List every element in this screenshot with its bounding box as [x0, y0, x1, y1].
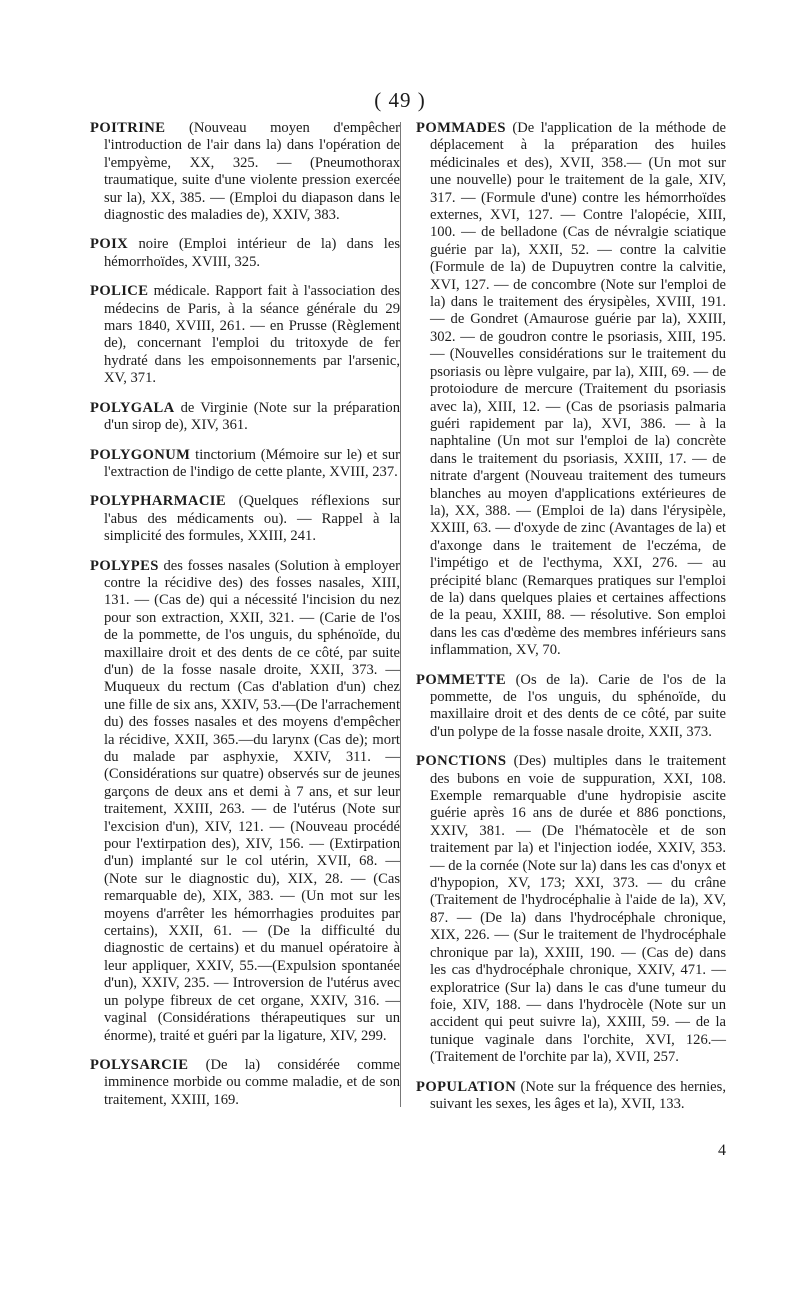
entry-text: (Nouveau moyen d'empêcher l'introduction de l'air dans la) dans l'opération de l'empyème, XX, 325. — (Pneumothorax traumatique, suite d'une violente pression exercée sur la), XX, 385. — (Emploi du diapason dans le diagnostic des maladies de), XXIV, 383.	[104, 120, 400, 224]
index-entry-pommades	[416, 120, 726, 660]
left-column	[90, 120, 400, 1121]
entry-heading: POLYSARCIE	[90, 1056, 189, 1073]
entry-heading: POITRINE	[90, 120, 166, 136]
entry-heading: POIX	[90, 236, 129, 253]
page-number: ( 49 )	[374, 88, 426, 112]
entry-heading: POMMADES	[416, 120, 506, 136]
signature-mark: 4	[718, 1142, 726, 1159]
index-entry-polygonum	[90, 447, 400, 482]
entry-heading: POPULATION	[416, 1078, 517, 1095]
entry-text: (De la) considérée comme imminence morbide ou comme maladie, et de son traitement, XXIII, 169.	[104, 1056, 401, 1108]
index-entry-poix	[90, 236, 400, 271]
index-entry-ponctions	[416, 753, 726, 1066]
entry-text: (Quelques réflexions sur l'abus des médicaments ou). — Rappel à la simplicité des formules, XXIII, 241.	[104, 493, 400, 545]
index-entry-polypharmacie	[90, 493, 400, 545]
entry-heading: PONCTIONS	[416, 753, 507, 770]
index-entry-polysarcie	[90, 1057, 400, 1109]
entry-text: (Note sur la fréquence des hernies, suivant les sexes, les âges et la), XVII, 133.	[430, 1078, 726, 1112]
entry-text: (De l'application de la méthode de déplacement à la préparation des huiles médicinales et des), XVII, 358.— (Un mot sur une nouvelle) pour le traitement de la gale, XIV, 317. — (Formule d'une) contre les hémorrhoïdes externes, XVI, 127. — Contre l'alopécie, XIII, 100. — de belladone (Cas de névralgie sciatique guérie par la), XXII, 52. — contre la calvitie (Formule de la) de Dupuytren contre la calvitie, XVI, 127. — de concombre (Note sur l'emploi de la) dans le traitement des érysipèles, XVIII, 191. — de Gondret (Amaurose guérie par la), XXIII, 302. — de goudron contre le psoriasis, XIII, 195. — (Nouvelles considérations sur le traitement du psoriasis ou lèpre vulgaire, par la), XIII, 69. — de protoiodure de mercure (Traitement du psoriasis avec la), XIII, 12. — (Cas de psoriasis palmaria guéri rapidement par la), XVI, 386. — à la naphtaline (Un mot sur l'emploi de la) concrète dans le traitement du psoriasis, XXIII, 17. — de nitrate d'argent (Nouveau traitement des tumeurs blanches au moyen d'applications extérieures de la), XX, 388. — (Emploi de la) dans l'érysipèle, XXIII, 63. — d'oxyde de zinc (Avantages de la) et d'axonge dans le traitement de l'eczéma, de l'impétigo et de l'ecthyma, XXI, 276. — au précipité blanc (Remarques pratiques sur l'emploi de la) dans quelques plaies et certaines affections de la peau, XXIII, 88. — résolutive. Son emploi dans les cas d'œdème des membres inférieurs sans inflammation, XV, 70.	[430, 120, 726, 659]
entry-text: des fosses nasales (Solution à employer contre la récidive des) des fosses nasales, XIII, 131. — (Cas de) qui a nécessité l'incision du nez pour son extraction, XXII, 321. — (Carie de l'os de la pommette, de l'os unguis, du sphénoïde, du maxillaire droit et des dents de ce côté, par suite d'un) de la fosse nasale droite, XXII, 373. — Muqueux du rectum (Cas d'ablation d'un) chez une fille de six ans, XXIV, 53.—(De l'arrachement du) des fosses nasales et des moyens d'empêcher la récidive, XXII, 365.—du larynx (Cas de); mort du malade par asphyxie, XXIV, 311. — (Considérations sur quatre) observés sur de jeunes garçons de deux ans et demi à 7 ans, et sur leur traitement, XXIII, 263. — de l'utérus (Note sur l'excision d'un), XIV, 121. — (Nouveau procédé pour l'extirpation des), XIV, 156. — (Extirpation d'un) implanté sur le col utérin, XVII, 68. — (Note sur le diagnostic du), XIX, 28. — (Cas remarquable de), XIX, 383. — (Un mot sur les moyens d'arrêter les hémorrhagies produites par certains), XXII, 61. — (De la difficulté du diagnostic de certains) et du manuel opératoire à leur appliquer, XXIV, 55.—(Expulsion spontanée d'un), XXIV, 235. — Introversion de l'utérus avec un polype fibreux de cet organe, XXIV, 316. — vaginal (Considérations thérapeutiques sur un énorme), traité et guéri par la ligature, XIV, 299.	[104, 557, 400, 1044]
index-entry-polypes	[90, 558, 400, 1045]
entry-heading: POLICE	[90, 283, 149, 300]
entry-text: (Des) multiples dans le traitement des bubons en voie de suppuration, XXI, 108. Exemple remarquable d'une hydropisie ascite guérie après 16 ans de durée et 886 ponctions, XXIV, 381. — (De l'hématocèle et de son traitement par la) et l'injection iodée, XXIV, 353.— de la cornée (Note sur la) dans les cas d'onyx et d'hypopion, XV, 173; XXI, 373. — du crâne (Traitement de l'hydrocéphalie à l'aide de la), XV, 87. — (De la) dans l'hydrocéphale chronique, XIX, 226. — (Sur le traitement de l'hydrocéphale chronique par la), XXIII, 190. — (Cas de) dans les cas d'hydrocéphale chronique, XXIV, 471. — exploratrice (Sur la) dans le cas d'une tumeur du foie, XIV, 188. — dans l'hydrocèle (Note sur un accident qui peut suivre la), XXIII, 59. — de la tunique vaginale dans l'orchite, XVI, 126.— (Traitement de l'orchite par la), XVII, 257.	[430, 753, 726, 1066]
index-entry-poitrine	[90, 120, 400, 224]
index-entry-population	[416, 1079, 726, 1114]
entry-text: noire (Emploi intérieur de la) dans les hémorrhoïdes, XVIII, 325.	[104, 236, 401, 270]
entry-text: (Os de la). Carie de l'os de la pommette, de l'os unguis, du sphénoïde, du maxillaire droit et des dents de ce côté, par suite d'un polype de la fosse nasale droite, XXII, 373.	[430, 671, 726, 740]
column-divider	[400, 122, 401, 1107]
entry-heading: POLYPES	[90, 557, 159, 574]
entry-heading: POLYPHARMACIE	[90, 493, 227, 510]
index-entry-police	[90, 283, 400, 387]
entry-text: médicale. Rapport fait à l'association des médecins de Paris, à la séance générale du 29 mars 1840, XVIII, 261. — en Prusse (Règlement de), concernant l'emploi du tritoxyde de fer hydraté dans les empoisonnements par l'arsenic, XV, 371.	[104, 283, 400, 387]
entry-text: tinctorium (Mémoire sur le) et sur l'extraction de l'indigo de cette plante, XVIII, 237.	[104, 446, 400, 480]
entry-text: de Virginie (Note sur la préparation d'un sirop de), XIV, 361.	[104, 399, 400, 434]
entry-heading: POLYGALA	[90, 399, 175, 416]
index-entry-pommette	[416, 672, 726, 742]
entry-heading: POMMETTE	[416, 671, 506, 688]
right-column	[416, 120, 726, 1125]
entry-heading: POLYGONUM	[90, 446, 191, 463]
index-entry-polygala	[90, 400, 400, 435]
